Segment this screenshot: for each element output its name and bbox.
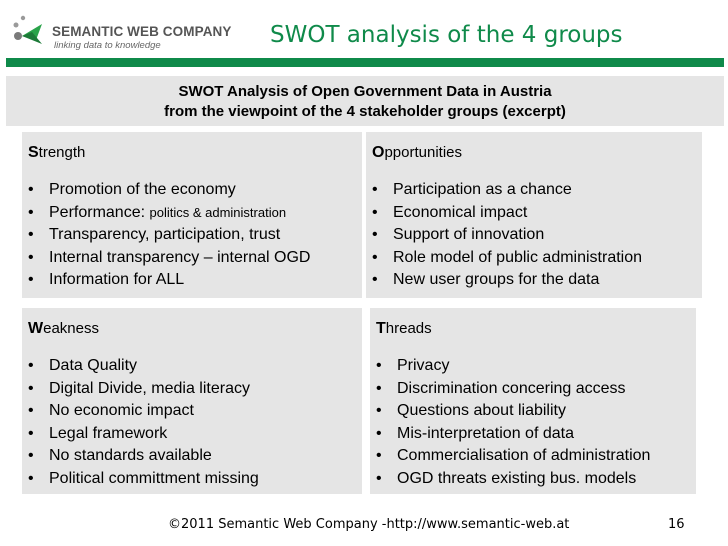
list-item: • Performance: politics & administration	[28, 202, 362, 225]
list-item: • Data Quality	[28, 355, 362, 378]
logo-mark-icon	[8, 10, 52, 54]
strength-box	[22, 132, 362, 298]
list-item: • Mis-interpretation of data	[376, 423, 696, 446]
strength-heading: Strength	[28, 144, 86, 161]
weakness-heading: Weakness	[28, 320, 99, 337]
list-item: • No economic impact	[28, 400, 362, 423]
weakness-box	[22, 308, 362, 494]
opportunities-heading: Opportunities	[372, 144, 463, 161]
list-item: • Economical impact	[372, 202, 702, 225]
threads-list	[376, 355, 696, 490]
list-item: • Discrimination concering access	[376, 378, 696, 401]
threads-box	[370, 308, 696, 494]
subtitle-box	[6, 76, 724, 126]
list-item: • Participation as a chance	[372, 179, 702, 202]
list-item: • Information for ALL	[28, 269, 362, 292]
list-item: • Privacy	[376, 355, 696, 378]
list-item: • Legal framework	[28, 423, 362, 446]
list-item: • No standards available	[28, 445, 362, 468]
weakness-list	[28, 355, 362, 490]
subtitle-line-2: from the viewpoint of the 4 stakeholder groups (excerpt)	[164, 103, 566, 120]
opportunities-box	[366, 132, 702, 298]
opportunities-list	[372, 179, 702, 292]
list-item: • Role model of public administration	[372, 247, 702, 270]
list-item: • Internal transparency – internal OGD	[28, 247, 362, 270]
footer-copyright: ©2011 Semantic Web Company -http://www.semantic-web.at	[168, 517, 570, 532]
list-item: • Promotion of the economy	[28, 179, 362, 202]
threads-heading: Threads	[376, 320, 432, 337]
company-logo	[8, 8, 232, 56]
logo-tagline: linking data to knowledge	[54, 40, 161, 51]
list-item: • Digital Divide, media literacy	[28, 378, 362, 401]
page-number: 16	[668, 517, 685, 532]
list-item: • Transparency, participation, trust	[28, 224, 362, 247]
strength-list	[28, 179, 362, 292]
subtitle-line-1: SWOT Analysis of Open Government Data in Austria	[178, 83, 552, 100]
logo-name: SEMANTIC WEB COMPANY	[52, 24, 232, 39]
list-item: • Support of innovation	[372, 224, 702, 247]
list-item: • Political committment missing	[28, 468, 362, 491]
slide-title: SWOT analysis of the 4 groups	[270, 22, 623, 48]
title-rule	[6, 58, 724, 67]
list-item: • New user groups for the data	[372, 269, 702, 292]
list-item: • OGD threats existing bus. models	[376, 468, 696, 491]
list-item: • Questions about liability	[376, 400, 696, 423]
list-item: • Commercialisation of administration	[376, 445, 696, 468]
